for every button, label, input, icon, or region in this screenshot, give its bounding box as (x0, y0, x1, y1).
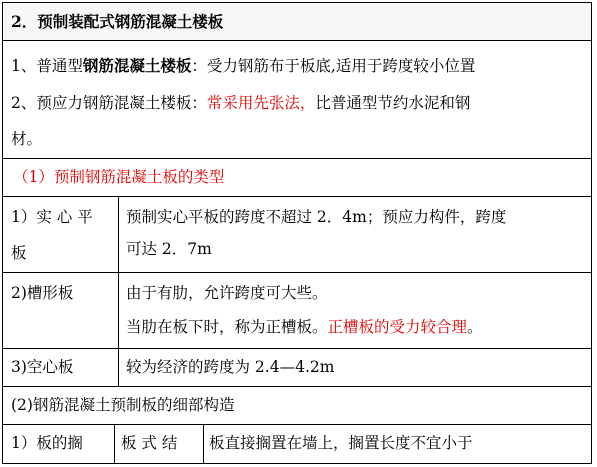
intro-line-3: 材。 (11, 130, 43, 148)
detail-col-1: 1）板的搁 (11, 434, 83, 452)
type-2-desc-line-2-end: 。 (467, 318, 483, 336)
type-2-desc-line-2 (126, 313, 483, 342)
section-2-heading: (2)钢筋混凝土预制板的细部构造 (11, 396, 235, 414)
column-divider (118, 273, 119, 348)
page-title: 2．预制装配式钢筋混凝土楼板 (11, 12, 224, 31)
section-2-heading-row (3, 387, 591, 425)
detail-row (3, 425, 591, 464)
intro-line-1 (11, 51, 475, 81)
type-row-solid-slab (3, 197, 591, 273)
column-divider (114, 425, 115, 464)
type-1-desc-line-1: 预制实心平板的跨度不超过 2．4m；预应力构件，跨度 (126, 208, 507, 226)
type-1-name-line-1: 1）实 心 平 (11, 208, 93, 226)
type-1-name-line-2: 板 (11, 244, 27, 262)
type-2-name: 2)槽形板 (11, 284, 74, 302)
intro-line-1-prefix: 1、普通型 (11, 57, 83, 75)
type-2-desc-line-2-prefix: 当肋在板下时，称为正槽板。 (126, 318, 328, 336)
detail-col-2: 板 式 结 (121, 434, 178, 452)
type-row-hollow-slab (3, 349, 591, 387)
intro-line-2 (11, 89, 470, 118)
section-1-heading: （1）预制钢筋混凝土板的类型 (13, 168, 225, 186)
detail-col-3: 板直接搁置在墙上，搁置长度不宜小于 (209, 434, 473, 452)
column-divider (118, 197, 119, 272)
type-3-name: 3)空心板 (11, 358, 74, 376)
type-1-desc-line-2: 可达 2．7m (126, 240, 212, 258)
intro-line-2-rest: 比普通型节约水泥和钢 (315, 94, 471, 112)
intro-row (3, 41, 591, 159)
intro-line-1-bold: 钢筋混凝土楼板 (82, 56, 192, 75)
type-3-desc: 较为经济的跨度为 2.4—4.2m (126, 358, 335, 376)
document-table (2, 2, 592, 464)
intro-line-1-rest: ：受力钢筋布于板底,适用于跨度较小位置 (191, 57, 476, 75)
intro-line-2-prefix: 2、预应力钢筋混凝土楼板： (11, 94, 207, 112)
type-row-channel-slab (3, 273, 591, 349)
intro-line-2-highlight: 常采用先张法， (206, 94, 316, 112)
column-divider (203, 425, 204, 464)
type-2-desc-line-1: 由于有肋，允许跨度可大些。 (126, 284, 328, 302)
column-divider (118, 349, 119, 386)
type-2-desc-highlight: 正槽板的受力较合理 (327, 318, 468, 336)
title-row (3, 3, 591, 41)
section-1-heading-row (3, 159, 591, 197)
